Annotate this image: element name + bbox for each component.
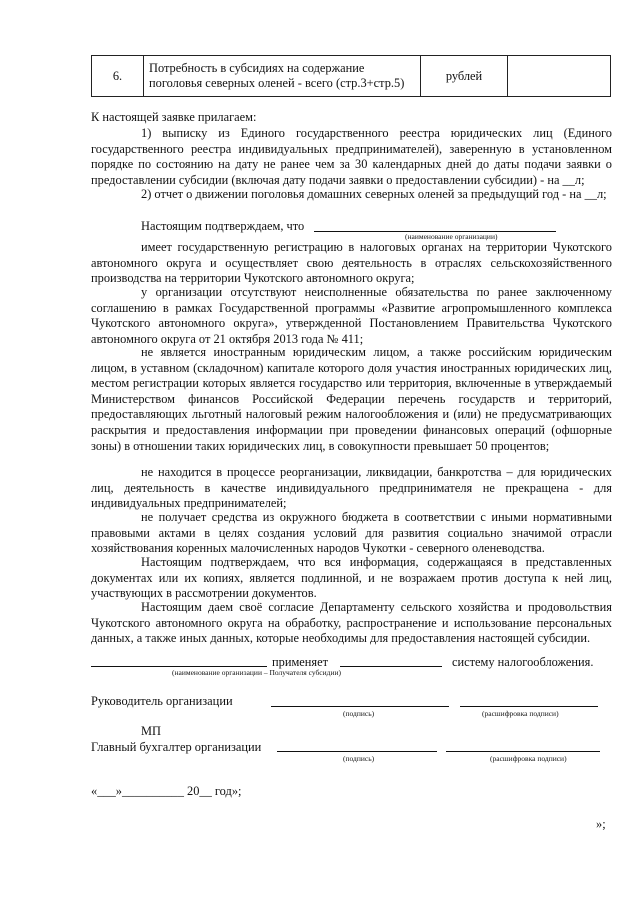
attachment-item-1: 1) выписку из Единого государственного реестра юридических лиц (Единого государственного реестра индивидуальных предпринимателей), заверенную в установленном порядке по состоянию на дату не ранее чем за 30 календарных дней до даты подачи заявки о предоставлении субсидии (включая дату подачи заявки о предоставлении субсидии) - на __л;: [91, 126, 612, 187]
tax-org-line: [91, 666, 267, 667]
head-label: Руководитель организации: [91, 694, 233, 708]
tax-applies: применяет: [272, 655, 329, 669]
consent-text: Настоящим даем своё согласие Департаменту сельского хозяйства и продовольствия Чукотского автономного округа на обработку, распространение и использование персональных данных, а также иных данных, которые необходимы для предоставления настоящей субсидии.: [91, 600, 612, 646]
confirm-item-foreign: не является иностранным юридическим лицом, а также российским юридическим лицом, в уставном (складочном) капитале которого доля участия иностранных юридических лиц, местом регистрации которых является государство или территория, включенные в утверждаемый Министерством финансов Российской Федерации перечень государств и территорий, предоставляющих льготный налоговый режим налогообложения и (или) не предусматривающих раскрытия и предоставления информации при проведении финансовых операций (офшорные зоны) в отношении таких юридических лиц, в совокупности превышает 50 процентов;: [91, 345, 612, 453]
confirm-truth: Настоящим подтверждаем, что вся информация, содержащаяся в представленных документах или их копиях, является подлинной, и не возражаем против доступа к ней лиц, участвующих в рассмотрении документов.: [91, 555, 612, 601]
accountant-decode-caption: (расшифровка подписи): [490, 754, 567, 763]
table-row: [92, 56, 611, 97]
accountant-signature-caption: (подпись): [343, 754, 375, 763]
attachment-item-2: 2) отчет о движении поголовья домашних северных оленей за предыдущий год - на __л;: [141, 187, 607, 201]
confirm-item-reorganization: не находится в процессе реорганизации, ликвидации, банкротства – для юридических лиц, деятельность в качестве индивидуального предпринимателя не прекращена - для индивидуальных предпринимателей;: [91, 465, 612, 511]
row-value: [508, 56, 611, 97]
date-line: «___»__________ 20__ год»;: [91, 784, 242, 798]
row-unit: рублей: [421, 56, 508, 97]
tax-system-line: [340, 666, 442, 667]
head-signature-line: [271, 706, 449, 707]
attachments-intro: К настоящей заявке прилагаем:: [91, 110, 257, 124]
confirm-lead-row: [141, 218, 304, 234]
org-name-caption: (наименование организации): [405, 232, 498, 241]
stamp-label: МП: [141, 724, 161, 738]
confirm-item-registration: имеет государственную регистрацию в налоговых органах на территории Чукотского автономного округа и осуществляет свою деятельность в отраслях сельскохозяйственного производства на территории Чукотского автономного округа;: [91, 240, 612, 286]
confirm-item-budget: не получает средства из окружного бюджета в соответствии с иными нормативными правовыми актами в целях создания условий для развития социально значимой отрасли хозяйствования коренных малочисленных народов Чукотки - северного оленеводства.: [91, 510, 612, 556]
closing-mark: »;: [596, 817, 606, 831]
tax-system: систему налогообложения.: [452, 655, 594, 669]
accountant-signature-line: [277, 751, 437, 752]
confirm-lead: Настоящим подтверждаем, что: [141, 219, 305, 233]
subsidy-table: [91, 55, 611, 97]
row-number: 6.: [92, 56, 144, 97]
accountant-label: Главный бухгалтер организации: [91, 740, 262, 754]
head-signature-caption: (подпись): [343, 709, 375, 718]
row-description: Потребность в субсидиях на содержание поголовья северных оленей - всего (стр.3+стр.5): [144, 56, 421, 97]
head-decode-line: [460, 706, 598, 707]
confirm-item-obligations: у организации отсутствуют неисполненные обязательства по ранее заключенному соглашению в рамках Государственной программы «Развитие агропромышленного комплекса Чукотского автономного округа», утвержденной Постановлением Правительства Чукотского автономного округа от 21 октября 2013 года № 411;: [91, 285, 612, 346]
accountant-decode-line: [446, 751, 600, 752]
head-decode-caption: (расшифровка подписи): [482, 709, 559, 718]
tax-caption: (наименование организации – Получателя субсидии): [172, 668, 341, 677]
